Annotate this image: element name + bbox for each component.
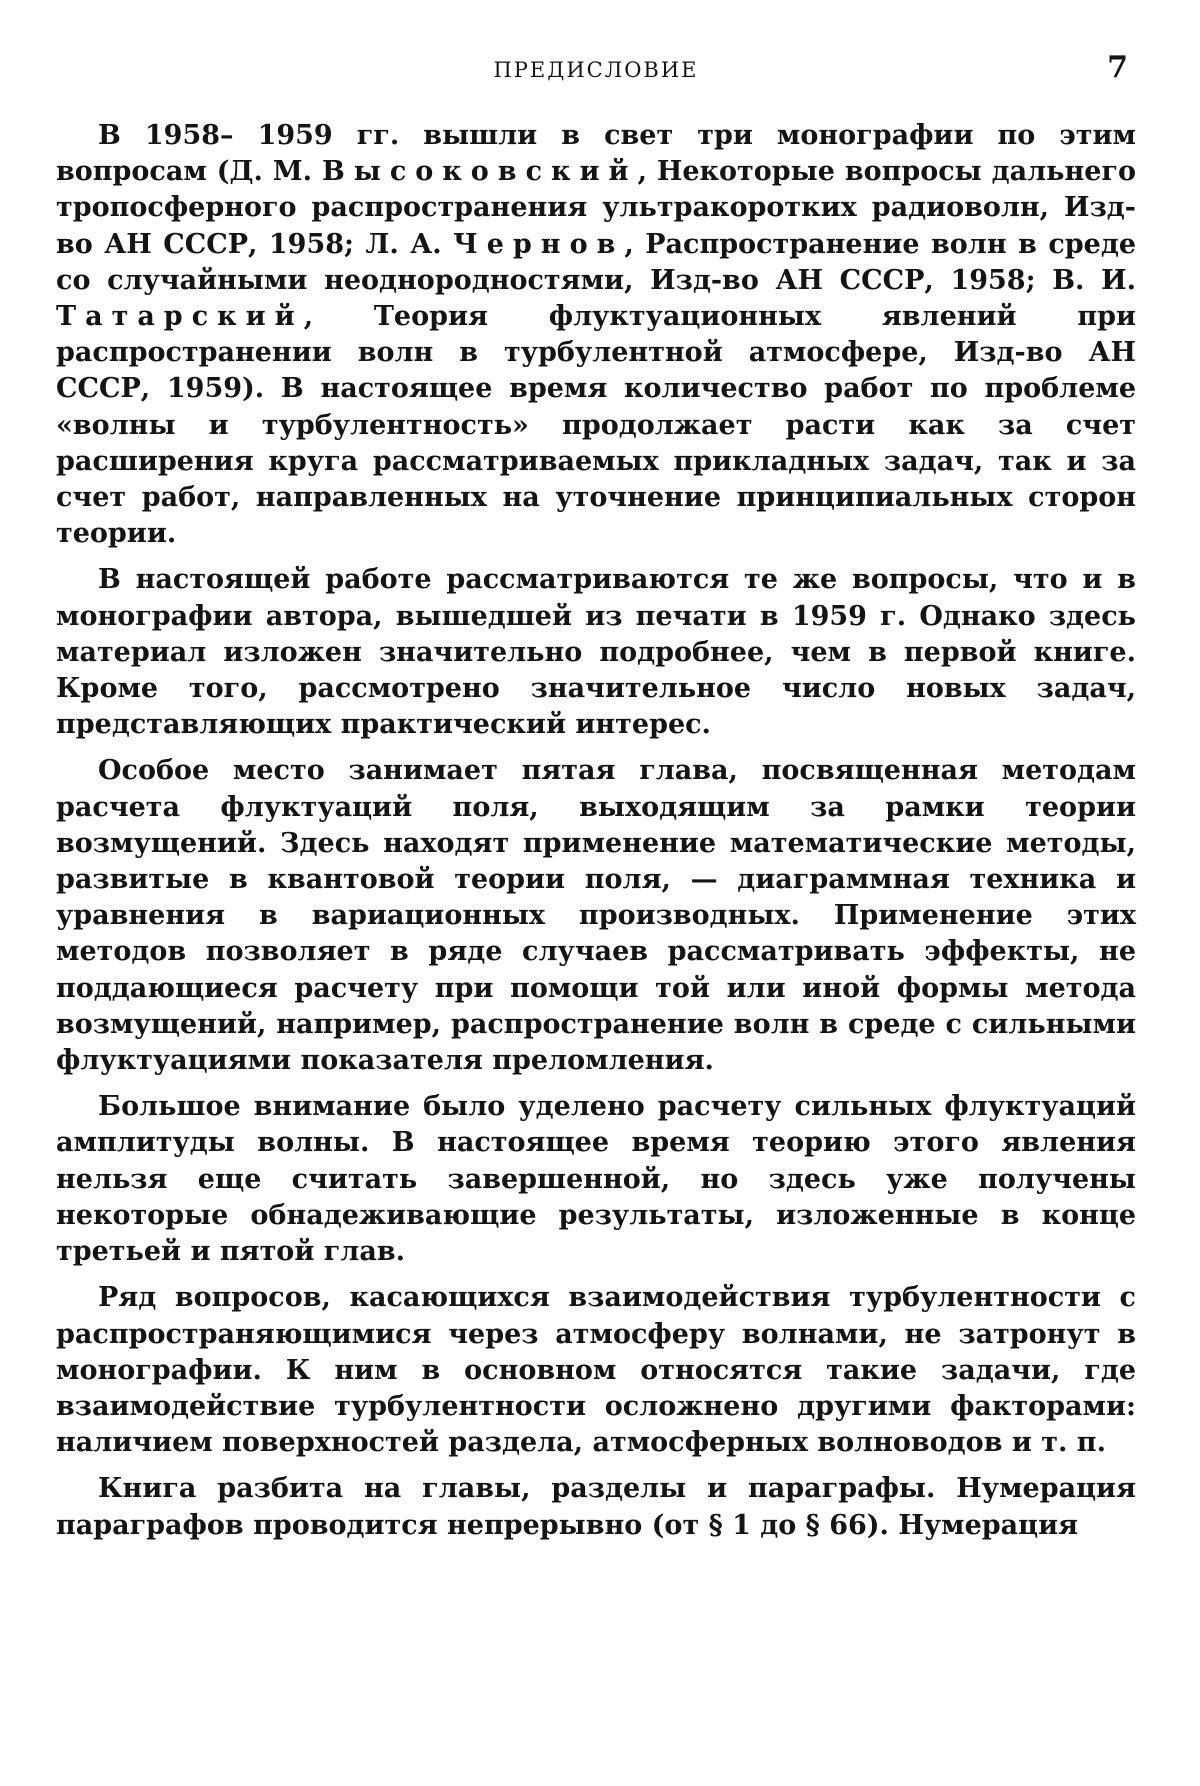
paragraph: Особое место занимает пятая глава, посвященная методам расчета флуктуаций поля, выходящим за рамки теории возмущений. Здесь находят применение математические методы, развитые в квантовой теории поля, — диаграммная техника и уравнения в вариационных производных. Применение этих методов позволяет в ряде случаев рассматривать эффекты, не поддающиеся расчету при помощи той или иной формы метода возмущений, например, распространение волн в среде с сильными флуктуациями показателя преломления. [56, 755, 1136, 1077]
paragraph: Книга разбита на главы, разделы и параграфы. Нумерация параграфов проводится непрерывно (от § 1 до § 66). Нумерация [56, 1473, 1136, 1541]
paragraph [56, 118, 1136, 552]
paragraph-text: , Теория флуктуационных явлений при распространении волн в турбулентной атмосфере, Изд-во АН СССР, 1959). В настоящее время количество работ по проблеме «волны и турбулентность» продолжает расти как за счет расширения круга рассматриваемых прикладных задач, так и за счет работ, направленных на уточнение принципиальных сторон теории. [56, 301, 1136, 550]
body-text [56, 118, 1136, 1544]
author-name: Высоковский [321, 156, 638, 188]
running-title: ПРЕДИСЛОВИЕ [493, 58, 699, 82]
page-header [56, 50, 1136, 96]
paragraph-text: В 1958– 1959 гг. вышли в свет три монографии по этим вопросам (Д. М. [56, 120, 1136, 188]
paragraph: Большое внимание было уделено расчету сильных флуктуаций амплитуды волны. В настоящее время теорию этого явления нельзя еще считать завершенной, но здесь уже получены некоторые обнадеживающие результаты, изложенные в конце третьей и пятой глав. [56, 1091, 1136, 1268]
paragraph: Ряд вопросов, касающихся взаимодействия турбулентности с распространяющимися через атмосферу волнами, не затронут в монографии. К ним в основном относятся такие задачи, где взаимодействие турбулентности осложнено другими факторами: наличием поверхностей раздела, атмосферных волноводов и т. п. [56, 1282, 1136, 1459]
paragraph-text: , Некоторые вопросы дальнего тропосферного распространения ультракоротких радиоволн, Изд-во АН СССР, 1958; Л. А. [56, 156, 1136, 260]
page-number: 7 [1107, 50, 1128, 85]
author-name: Татарский [56, 301, 304, 333]
author-name: Чернов [453, 228, 625, 260]
paragraph-text: , Распространение волн в среде со случайными неоднородностями, Изд-во АН СССР, 1958; В. И. [56, 228, 1136, 296]
document-page [56, 50, 1136, 1554]
paragraph: В настоящей работе рассматриваются те же вопросы, что и в монографии автора, вышедшей из печати в 1959 г. Однако здесь материал изложен значительно подробнее, чем в первой книге. Кроме того, рассмотрено значительное число новых задач, представляющих практический интерес. [56, 564, 1136, 741]
